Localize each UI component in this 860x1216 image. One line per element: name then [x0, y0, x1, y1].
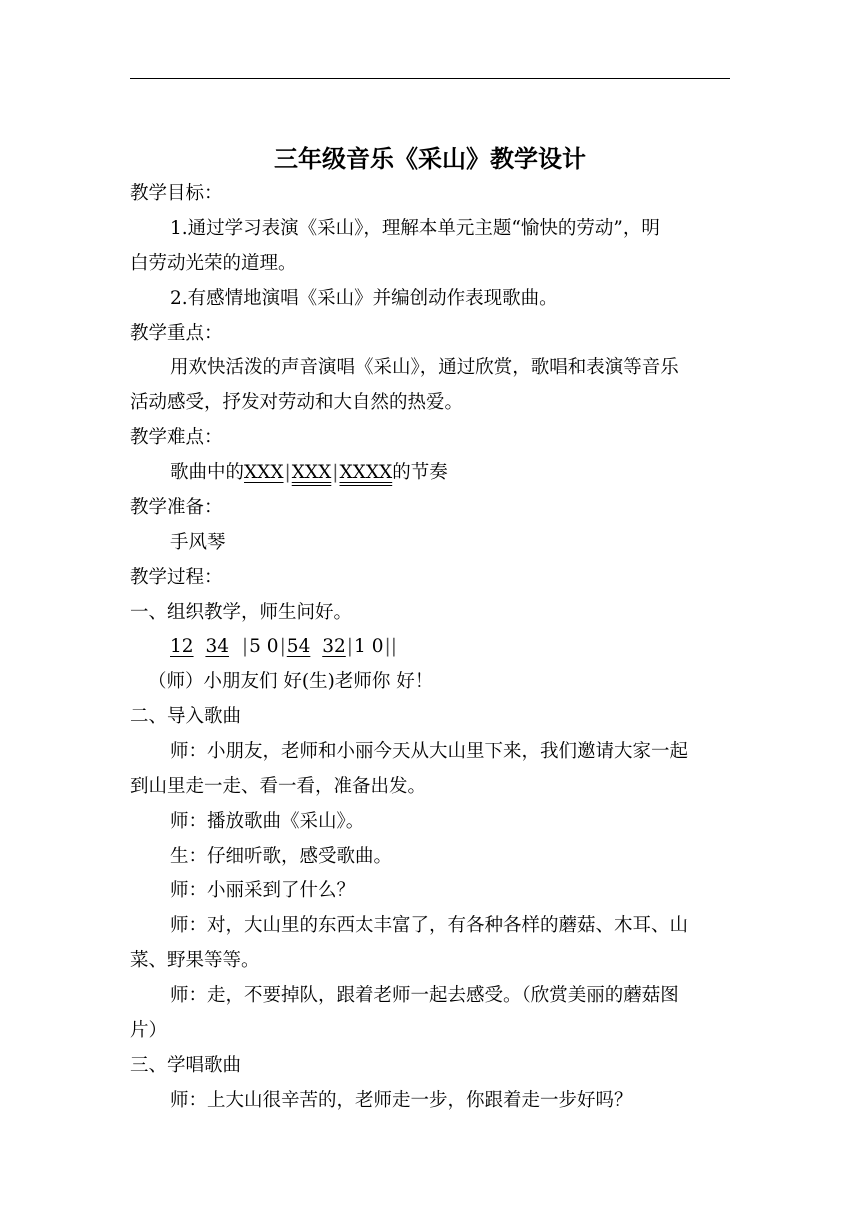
- step-3-heading: 三、学唱歌曲: [130, 1055, 242, 1076]
- document-title: 三年级音乐《采山》教学设计: [274, 144, 586, 173]
- rhythm-pattern-2: XXX: [291, 462, 332, 483]
- header-rule: [130, 78, 730, 79]
- paragraph-5-line-1: 师：对，大山里的东西太丰富了，有各种各样的蘑菇、木耳、山: [170, 915, 689, 936]
- paragraph-1-line-1: 师：小朋友，老师和小丽今天从大山里下来，我们邀请大家一起: [170, 741, 689, 762]
- paragraph-3: 生：仔细听歌，感受歌曲。: [170, 846, 393, 867]
- preparation-heading: 教学准备：: [130, 497, 223, 518]
- note-1: 1: [354, 636, 366, 657]
- goal-1-line-2: 白劳动光荣的道理。: [130, 253, 297, 274]
- note-34: 34: [205, 636, 229, 657]
- difficulty-prefix: 歌曲中的: [170, 462, 245, 483]
- rhythm-pattern-1: XXX: [244, 462, 284, 483]
- paragraph-1-line-2: 到山里走一走、看一看，准备出发。: [130, 776, 427, 797]
- key-points-line-1: 用欢快活泼的声音演唱《采山》，通过欣赏，歌唱和表演等音乐: [170, 357, 679, 378]
- step-1-heading: 一、组织教学，师生问好。: [130, 602, 353, 623]
- difficulty-heading: 教学难点：: [130, 427, 223, 448]
- difficulty-line: 歌曲中的XXX|XXX|XXXX的节奏: [170, 462, 448, 483]
- process-heading: 教学过程：: [130, 567, 223, 588]
- note-12: 12: [170, 636, 194, 657]
- key-points-line-2: 活动感受，抒发对劳动和大自然的热爱。: [130, 392, 464, 413]
- preparation-item: 手风琴: [170, 532, 226, 553]
- goal-1-line-1: 1.通过学习表演《采山》，理解本单元主题“愉快的劳动”，明: [170, 218, 660, 239]
- greeting-line: （师）小朋友们 好(生)老师你 好！: [148, 671, 434, 692]
- paragraph-5-line-2: 菜、野果等等。: [130, 950, 260, 971]
- note-32: 32: [322, 636, 346, 657]
- rhythm-pattern-3: XXXX: [339, 462, 393, 483]
- note-0a: 0: [266, 636, 279, 657]
- note-54: 54: [286, 636, 311, 657]
- goal-2: 2.有感情地演唱《采山》并编创动作表现歌曲。: [170, 288, 558, 309]
- paragraph-2: 师：播放歌曲《采山》。: [170, 811, 365, 832]
- paragraph-6-line-1: 师：走，不要掉队，跟着老师一起去感受。（欣赏美丽的蘑菇图: [170, 985, 679, 1006]
- notation-line: 12 34 |5 0|54 32|1 0||: [170, 636, 397, 657]
- key-points-heading: 教学重点：: [130, 323, 223, 344]
- note-0b: 0: [371, 636, 384, 657]
- note-5: 5: [249, 636, 261, 657]
- goals-heading: 教学目标：: [130, 183, 223, 204]
- step-2-heading: 二、导入歌曲: [130, 706, 242, 727]
- paragraph-7: 师：上大山很辛苦的，老师走一步，你跟着走一步好吗？: [170, 1090, 633, 1111]
- paragraph-4: 师：小丽采到了什么？: [170, 880, 356, 901]
- difficulty-suffix: 的节奏: [392, 462, 448, 483]
- paragraph-6-line-2: 片）: [130, 1020, 168, 1041]
